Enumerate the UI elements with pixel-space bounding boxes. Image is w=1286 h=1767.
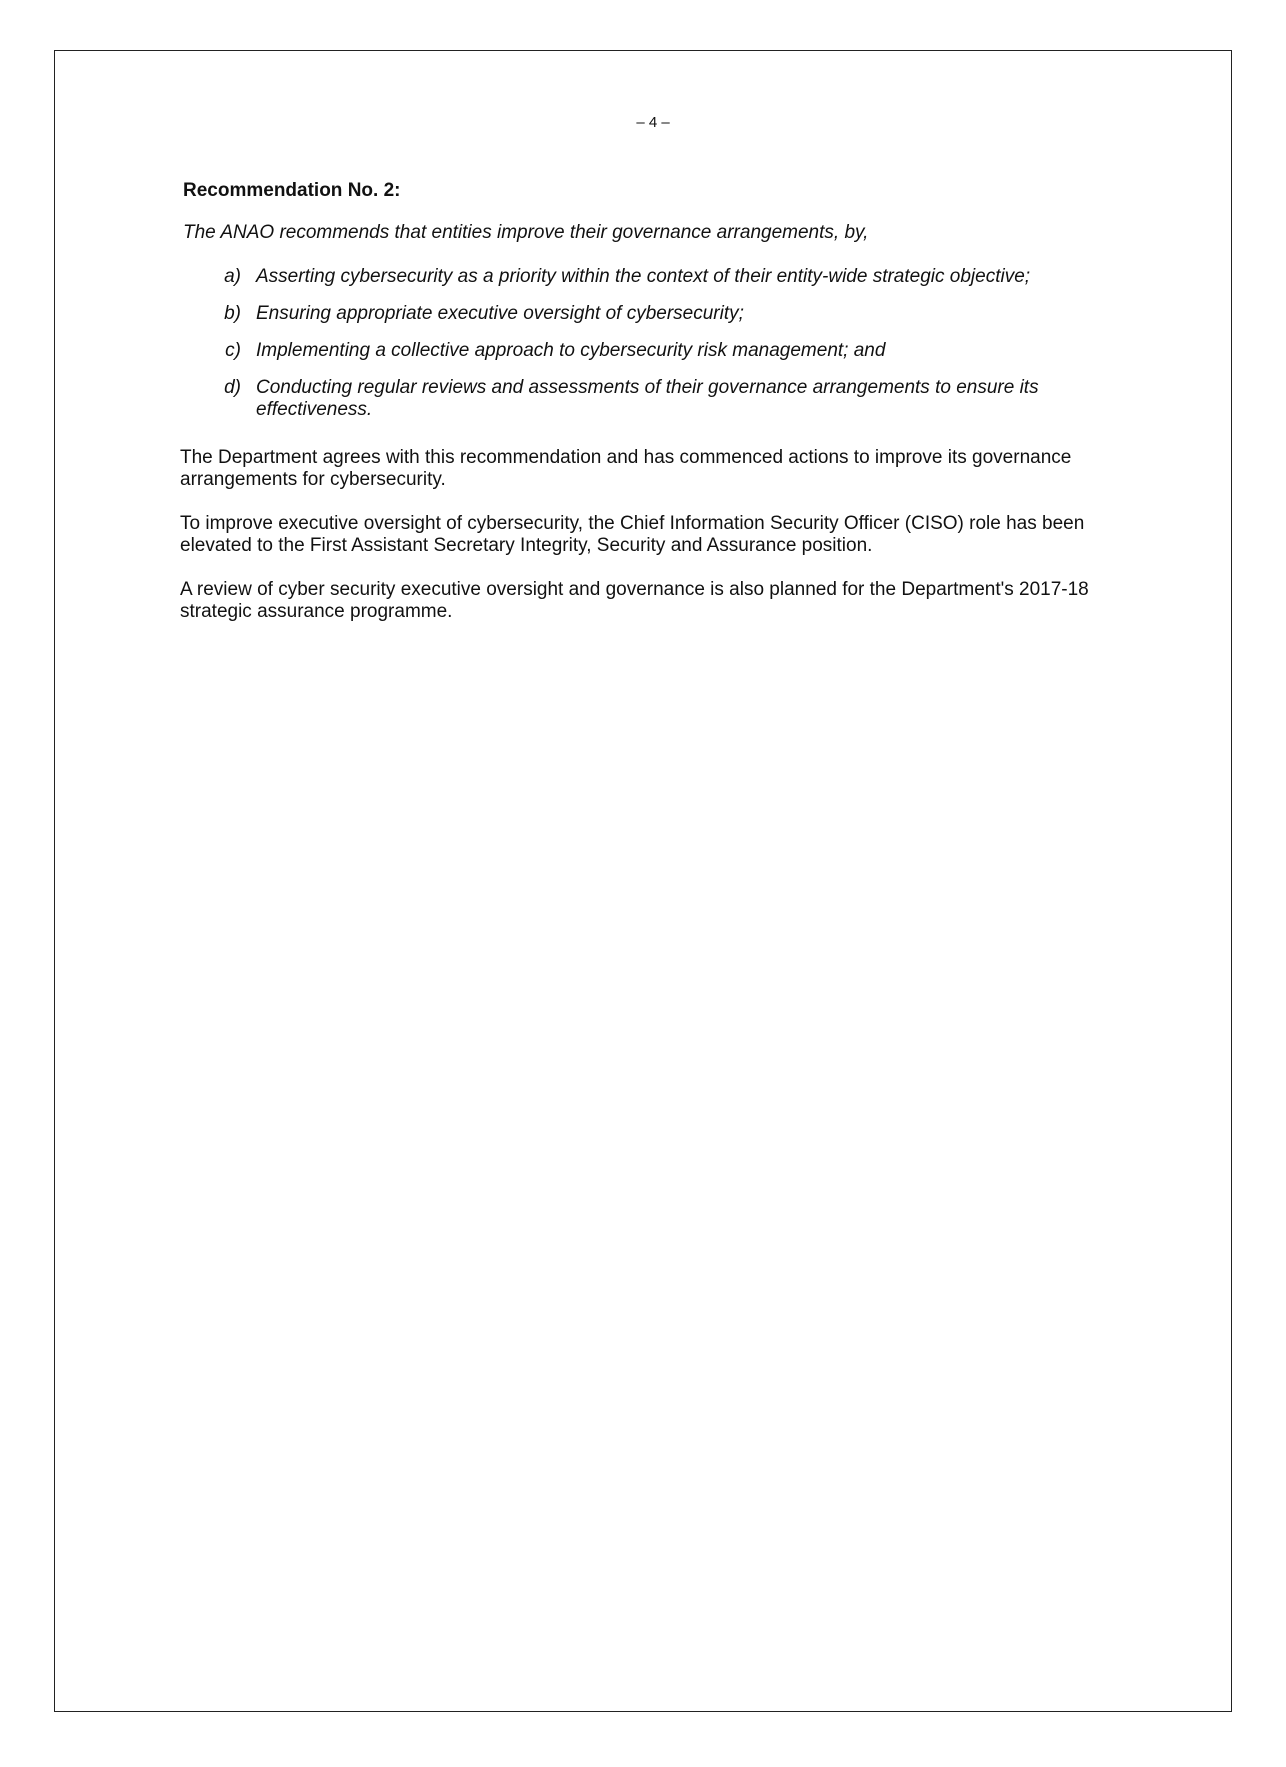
response-paragraph-agreement: The Department agrees with this recommendation and has commenced actions to improve its governance arrangements for cybersecurity.	[180, 447, 1072, 490]
page-number: – 4 –	[636, 114, 670, 131]
list-item	[180, 340, 1100, 362]
list-item	[180, 377, 1100, 421]
list-item-text: Asserting cybersecurity as a priority within the context of their entity-wide strategic objective;	[256, 266, 1031, 287]
list-item-text: Implementing a collective approach to cybersecurity risk management; and	[256, 340, 886, 361]
document-body	[180, 180, 1100, 645]
response-paragraph-oversight: To improve executive oversight of cybersecurity, the Chief Information Security Officer (CISO) role has been elevated to the First Assistant Secretary Integrity, Security and Assurance position.	[180, 513, 1085, 556]
recommendation-intro: The ANAO recommends that entities improve their governance arrangements, by,	[183, 222, 869, 243]
recommendation-list	[180, 266, 1100, 421]
recommendation-heading: Recommendation No. 2:	[183, 180, 401, 201]
list-item	[180, 266, 1100, 288]
list-item-text: Ensuring appropriate executive oversight of cybersecurity;	[256, 303, 744, 324]
list-item-letter: a)	[224, 266, 241, 287]
list-item	[180, 303, 1100, 325]
list-item-letter: d)	[224, 377, 241, 398]
list-item-letter: b)	[224, 303, 241, 324]
list-item-text: Conducting regular reviews and assessments of their governance arrangements to ensure its effectiveness.	[256, 377, 1039, 420]
response-paragraph-review: A review of cyber security executive oversight and governance is also planned for the Department's 2017-18 strategic assurance programme.	[180, 579, 1089, 622]
list-item-letter: c)	[225, 340, 241, 361]
